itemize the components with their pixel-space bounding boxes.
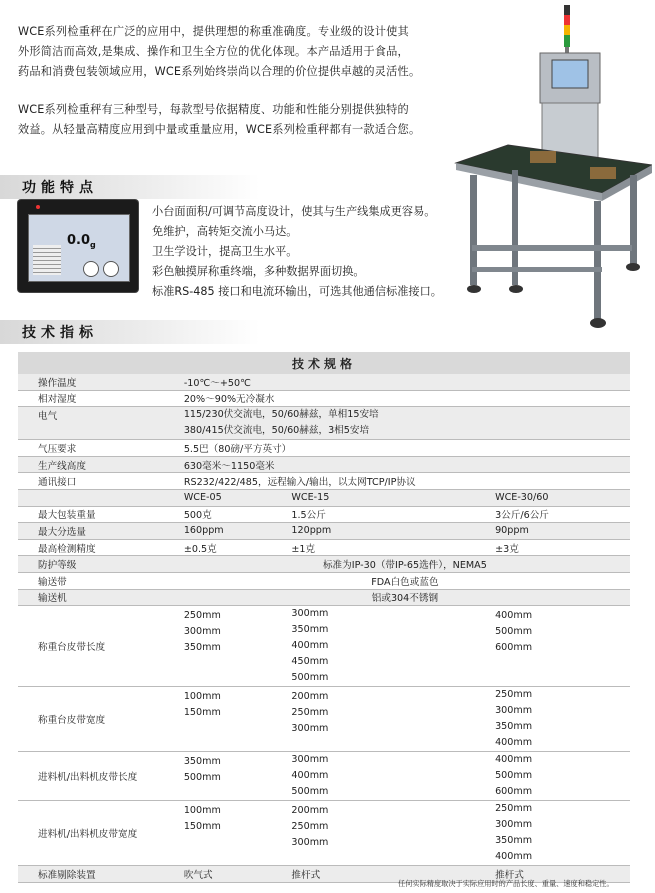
table-row: 输送机 铝或304不锈钢 <box>18 589 630 606</box>
table-row: 通讯接口 RS232/422/485，远程输入/输出，以太网TCP/IP协议 <box>18 473 630 490</box>
feature-list <box>152 202 442 302</box>
intro-paragraph-2: WCE系列检重秤有三种型号，每款型号依据精度、功能和性能分别提供独特的 效益。从轻量高精度应用到中量或重量应用，WCE系列检重秤都有一款适合您。 <box>18 103 421 136</box>
table-row: 输送带 FDA白色或蓝色 <box>18 572 630 589</box>
table-row: 气压要求 5.5巴（80磅/平方英寸） <box>18 440 630 457</box>
table-row: 生产线高度 630毫米～1150毫米 <box>18 456 630 473</box>
feature-item: 卫生学设计，提高卫生水平。 <box>152 245 298 258</box>
table-row: 最大包装重量 500克 1.5公斤 3公斤/6公斤 <box>18 506 630 523</box>
table-row: 最高检测精度 ±0.5克 ±1克 ±3克 <box>18 539 630 556</box>
specs-heading: 技术指标 <box>0 320 76 344</box>
feature-item: 小台面面积/可调节高度设计，使其与生产线集成更容易。 <box>152 205 436 218</box>
table-row: 进料机/出料机皮带宽度 100mm 150mm 200mm 250mm 300mm 250mm 300mm 350mm 400mm <box>18 801 630 866</box>
feature-item: 免维护，高转矩交流小马达。 <box>152 225 298 238</box>
spec-table-title: 技术规格 <box>18 352 630 374</box>
screen-weight-value: $0.0_g$ <box>67 233 96 250</box>
feature-item: 标准RS-485 接口和电流环输出，可选其他通信标准接口。 <box>152 285 442 298</box>
table-row: 相对湿度 20%～90%无冷凝水 <box>18 390 630 407</box>
table-row: 电气 115/230伏交流电，50/60赫兹，单相15安培 380/415伏交流电，50/60赫兹，3相5安培 <box>18 407 630 440</box>
table-row: 防护等级 标准为IP-30（带IP-65选件），NEMA5 <box>18 556 630 573</box>
touchscreen-terminal-image <box>18 200 138 292</box>
spec-table <box>18 352 630 883</box>
intro-text <box>18 22 448 158</box>
table-row: 操作温度 -10℃～+50℃ <box>18 374 630 390</box>
checkweigher-machine-image <box>452 5 652 335</box>
intro-paragraph-1: WCE系列检重秤在广泛的应用中，提供理想的称重准确度。专业级的设计使其 外形简洁而高效,是集成、操作和卫生全方位的优化体现。本产品适用于食品， 药品和消费包装领域应用，WCE系列始终崇尚以合理的价位提供卓越的灵活性。 <box>18 25 421 78</box>
table-row: 进料机/出料机皮带长度 350mm 500mm 300mm 400mm 500mm 400mm 500mm 600mm <box>18 752 630 801</box>
table-row: 标准剔除装置 吹气式 推杆式 推杆式 <box>18 866 630 883</box>
footnote: 任何实际精度取决于实际应用时的产品长度、重量、速度和稳定性。 <box>398 879 614 888</box>
feature-item: 彩色触摸屏称重终端，多种数据界面切换。 <box>152 265 365 278</box>
table-row: 最大分选量 160ppm 120ppm 90ppm <box>18 523 630 540</box>
model-header-row: WCE-05 WCE-15 WCE-30/60 <box>18 489 630 506</box>
table-row: 称重台皮带宽度 100mm 150mm 200mm 250mm 300mm 250mm 300mm 350mm 400mm <box>18 687 630 752</box>
features-heading: 功能特点 <box>0 175 76 199</box>
table-row: 称重台皮带长度 250mm 300mm 350mm 300mm 350mm 400mm 450mm 500mm 400mm 500mm 600mm <box>18 606 630 687</box>
